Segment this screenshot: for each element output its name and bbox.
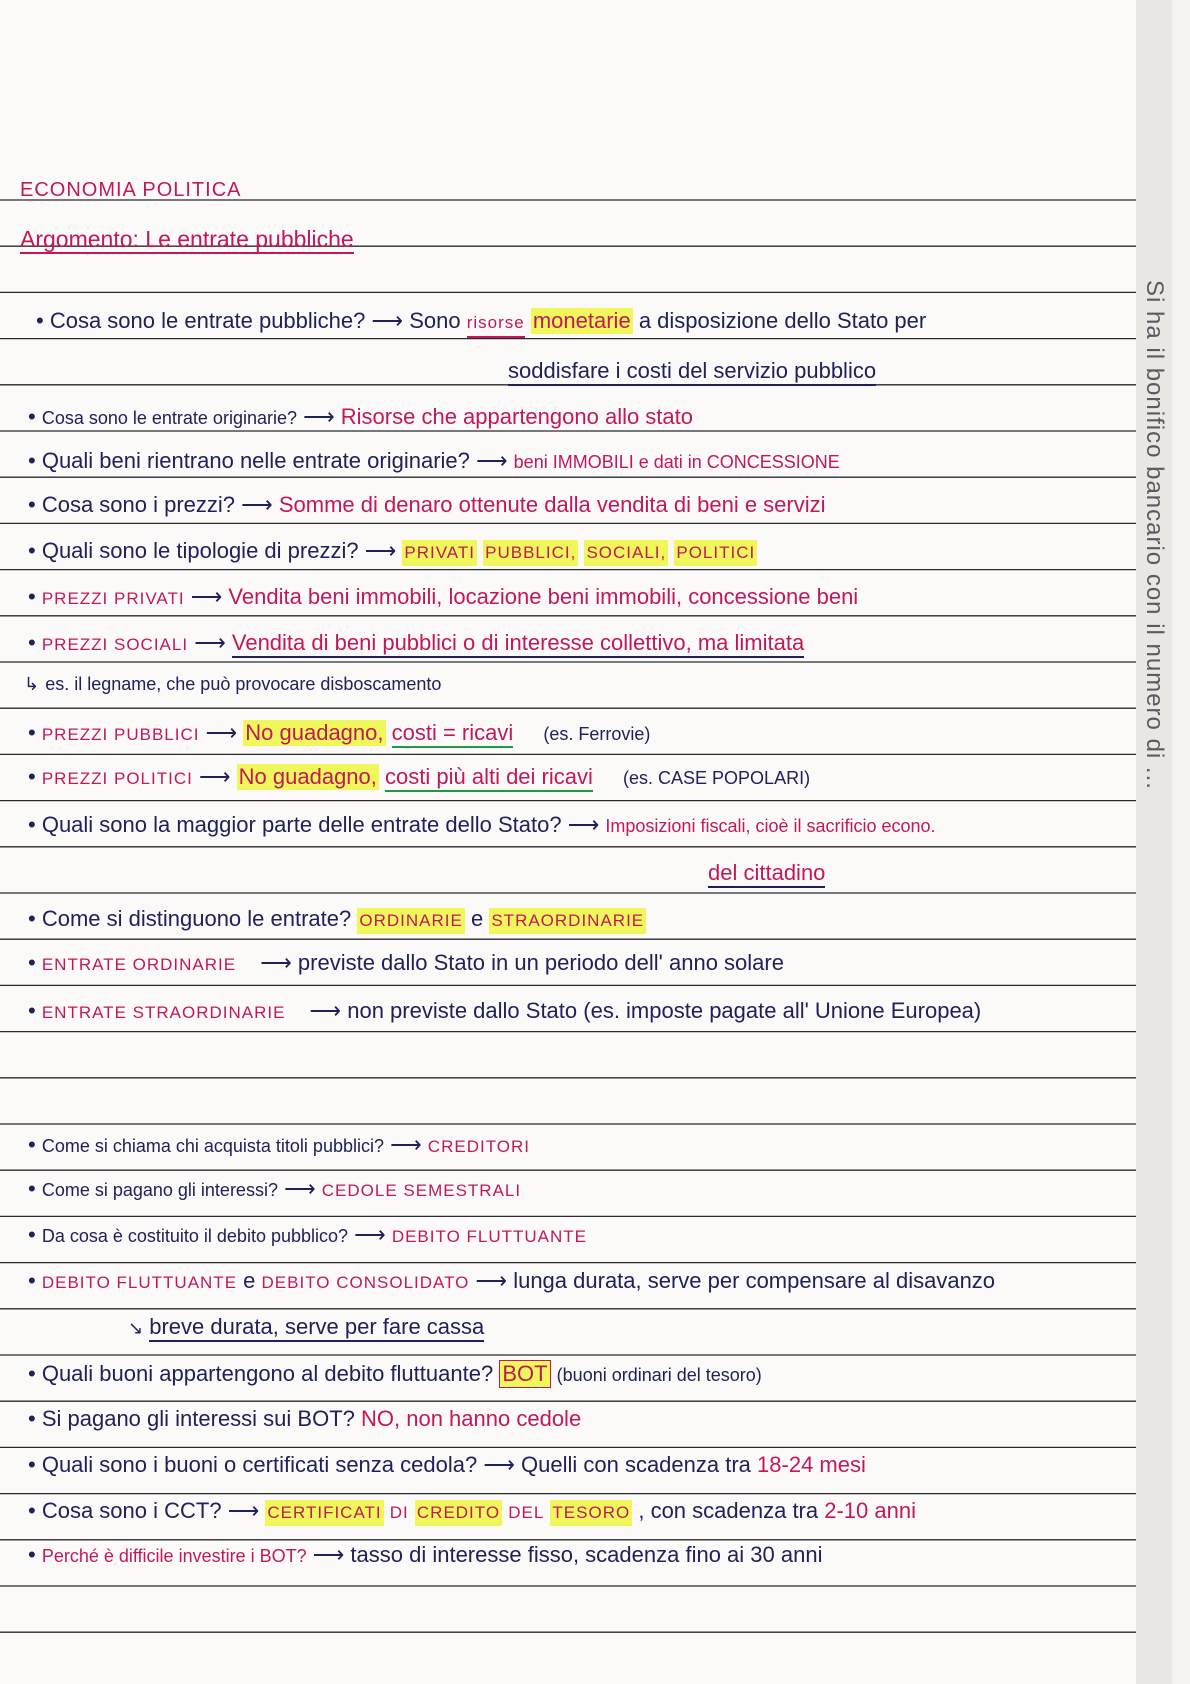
arrow-icon: ⟶ bbox=[476, 448, 508, 473]
qa-row-6: • Quali sono la maggior parte delle entrate dello Stato? ⟶ Imposizioni fiscali, cioè il sacrificio econo. bbox=[28, 812, 936, 837]
definition: costi = ricavi bbox=[392, 720, 514, 748]
arrow-icon: ⟶ bbox=[198, 764, 231, 789]
question: Si pagano gli interessi sui BOT? bbox=[41, 1406, 355, 1431]
def-row-social: • PREZZI SOCIALI ⟶ Vendita di beni pubblici o di interesse collettivo, ma limitata bbox=[28, 630, 804, 658]
bullet: • bbox=[36, 308, 44, 333]
answer-keyword: DEL bbox=[508, 1503, 545, 1522]
arrow-icon: ⟶ bbox=[194, 630, 226, 655]
note: es. il legname, che può provocare disboscamento bbox=[45, 674, 442, 694]
revenue-type: ORDINARIE bbox=[357, 908, 464, 934]
qa-row-14: • Cosa sono i CCT? ⟶ CERTIFICATI DI CREDITO DEL TESORO , con scadenza tra 2-10 anni bbox=[28, 1498, 916, 1526]
arrow-icon: ⟶ bbox=[390, 1132, 422, 1157]
arrow-icon: ⟶ bbox=[475, 1268, 508, 1293]
answer-keyword: DI bbox=[389, 1503, 409, 1522]
notebook-binding-edge bbox=[1136, 0, 1172, 1684]
conjunction: e bbox=[470, 906, 484, 931]
question: Perché è difficile investire i BOT? bbox=[41, 1546, 307, 1566]
def-row-public: • PREZZI PUBBLICI ⟶ No guadagno, costi = ricavi (es. Ferrovie) bbox=[28, 720, 650, 748]
answer-part: 2-10 anni bbox=[824, 1498, 916, 1523]
def-row-debt: • DEBITO FLUTTUANTE e DEBITO CONSOLIDATO ⟶ lunga durata, serve per compensare al disavanzo bbox=[28, 1268, 995, 1296]
arrow-icon: ⟶ bbox=[241, 492, 273, 517]
topic-heading bbox=[20, 226, 354, 254]
answer-part: a disposizione dello Stato per bbox=[638, 308, 927, 333]
qa-row-2: • Cosa sono le entrate originarie? ⟶ Risorse che appartengono allo stato bbox=[28, 404, 694, 429]
definition-label: PREZZI POLITICI bbox=[41, 769, 193, 788]
arrow-icon: ⟶ bbox=[190, 584, 223, 609]
question: Cosa sono i CCT? bbox=[41, 1498, 222, 1523]
def-row-private: • PREZZI PRIVATI ⟶ Vendita beni immobili, locazione beni immobili, concessione beni bbox=[28, 584, 858, 612]
qa-row-6-cont bbox=[708, 860, 825, 888]
subject-heading bbox=[20, 176, 241, 203]
price-type: PUBBLICI, bbox=[483, 540, 578, 566]
definition: lunga durata, serve per compensare al disavanzo bbox=[513, 1268, 996, 1293]
answer-continuation: soddisfare i costi del servizio pubblico bbox=[508, 358, 876, 386]
definition-label: DEBITO FLUTTUANTE bbox=[41, 1273, 238, 1292]
arrow-icon: ⟶ bbox=[303, 404, 335, 429]
answer: tasso di interesse fisso, scadenza fino ai 30 anni bbox=[350, 1542, 823, 1567]
question: Cosa sono le entrate pubbliche? bbox=[49, 308, 366, 333]
conjunction: e bbox=[243, 1268, 256, 1293]
qa-row-4: • Cosa sono i prezzi? ⟶ Somme di denaro ottenute dalla vendita di beni e servizi bbox=[28, 492, 826, 517]
answer-keyword: CREDITO bbox=[415, 1500, 502, 1526]
definition-highlighted: No guadagno, bbox=[245, 720, 384, 745]
arrow-icon: ⟶ bbox=[284, 1176, 316, 1201]
qa-row-15: • Perché è difficile investire i BOT? ⟶ tasso di interesse fisso, scadenza fino ai 30 anni bbox=[28, 1542, 823, 1567]
topic-title: Argomento: Le entrate pubbliche bbox=[20, 226, 354, 252]
definition-label: ENTRATE ORDINARIE bbox=[41, 955, 237, 974]
qa-row-3: • Quali beni rientrano nelle entrate originarie? ⟶ beni IMMOBILI e dati in CONCESSIONE bbox=[28, 448, 840, 473]
qa-row-11: • Quali buoni appartengono al debito fluttuante? BOT (buoni ordinari del tesoro) bbox=[28, 1361, 762, 1386]
price-type: SOCIALI, bbox=[584, 540, 668, 566]
price-type: POLITICI bbox=[674, 540, 757, 566]
answer: DEBITO FLUTTUANTE bbox=[391, 1227, 588, 1246]
answer-note: (buoni ordinari del tesoro) bbox=[556, 1365, 762, 1385]
question: Come si pagano gli interessi? bbox=[41, 1180, 278, 1200]
subject-title: ECONOMIA POLITICA bbox=[20, 179, 242, 201]
answer-part: di denaro ottenute dalla vendita di beni e servizi bbox=[360, 492, 826, 517]
answer-part: Sono bbox=[409, 308, 461, 333]
qa-row-13: • Quali sono i buoni o certificati senza cedola? ⟶ Quelli con scadenza tra 18-24 mesi bbox=[28, 1452, 866, 1477]
definition: breve durata, serve per fare cassa bbox=[149, 1314, 484, 1342]
answer: CREDITORI bbox=[427, 1137, 530, 1156]
definition-label: ENTRATE STRAORDINARIE bbox=[41, 1003, 286, 1022]
revenue-type: STRAORDINARIE bbox=[489, 908, 646, 934]
answer: CEDOLE SEMESTRALI bbox=[321, 1181, 522, 1200]
question: Quali buoni appartengono al debito fluttuante? bbox=[41, 1361, 494, 1386]
answer-part: , con scadenza tra bbox=[638, 1498, 819, 1523]
hook-arrow-icon: ↘ bbox=[128, 1318, 144, 1338]
definition-label: PREZZI PUBBLICI bbox=[41, 725, 200, 744]
definition: previste dallo Stato in un periodo dell' anno solare bbox=[297, 950, 784, 975]
qa-row-9: • Come si pagano gli interessi? ⟶ CEDOLE SEMESTRALI bbox=[28, 1176, 521, 1204]
def-row-political: • PREZZI POLITICI ⟶ No guadagno, costi più alti dei ricavi (es. CASE POPOLARI) bbox=[28, 764, 810, 792]
qa-row-7: • Come si distinguono le entrate? ORDINARIE e STRAORDINARIE bbox=[28, 906, 646, 934]
example: (es. CASE POPOLARI) bbox=[623, 768, 811, 788]
answer-keyword-highlighted: monetarie bbox=[532, 308, 631, 333]
qa-row-5: • Quali sono le tipologie di prezzi? ⟶ PRIVATI PUBBLICI, SOCIALI, POLITICI bbox=[28, 538, 757, 566]
arrow-icon: ⟶ bbox=[260, 950, 292, 975]
answer-part: 18-24 mesi bbox=[757, 1452, 866, 1477]
answer-continuation: del cittadino bbox=[708, 860, 825, 888]
arrow-icon: ⟶ bbox=[354, 1222, 386, 1247]
arrow-icon: ⟶ bbox=[483, 1452, 515, 1477]
question: Cosa sono le entrate originarie? bbox=[41, 408, 297, 428]
def-row-ordinary: • ENTRATE ORDINARIE ⟶ previste dallo Stato in un periodo dell' anno solare bbox=[28, 950, 784, 978]
definition-label: PREZZI PRIVATI bbox=[41, 589, 185, 608]
question: Come si distinguono le entrate? bbox=[41, 906, 352, 931]
hook-arrow-icon: ↳ bbox=[24, 674, 40, 694]
arrow-icon: ⟶ bbox=[312, 1542, 345, 1567]
definition: Vendita beni immobili, locazione beni immobili, concessione beni bbox=[228, 584, 859, 609]
price-type: PRIVATI bbox=[402, 540, 477, 566]
qa-row-12: • Si pagano gli interessi sui BOT? NO, non hanno cedole bbox=[28, 1406, 582, 1431]
binding-text: Si ha il bonifico bancario con il numero di ... bbox=[1141, 280, 1168, 790]
definition-highlighted: No guadagno, bbox=[238, 764, 377, 789]
example: (es. Ferrovie) bbox=[543, 724, 651, 744]
qa-row-8: • Come si chiama chi acquista titoli pubblici? ⟶ CREDITORI bbox=[28, 1132, 530, 1160]
question: Cosa sono i prezzi? bbox=[41, 492, 236, 517]
arrow-icon: ⟶ bbox=[567, 812, 600, 837]
answer-boxed: BOT bbox=[499, 1360, 550, 1388]
definition: costi più alti dei ricavi bbox=[385, 764, 593, 792]
arrow-icon: ⟶ bbox=[227, 1498, 260, 1523]
definition-label: PREZZI SOCIALI bbox=[41, 635, 189, 654]
question: Quali sono la maggior parte delle entrate dello Stato? bbox=[41, 812, 562, 837]
definition-label: DEBITO CONSOLIDATO bbox=[261, 1273, 470, 1292]
answer: NO, non hanno cedole bbox=[361, 1406, 582, 1431]
answer-keyword: risorse bbox=[467, 310, 525, 338]
answer-part: Quelli con scadenza tra bbox=[521, 1452, 751, 1477]
arrow-icon: ⟶ bbox=[205, 720, 238, 745]
arrow-icon: ⟶ bbox=[309, 998, 342, 1023]
question: Quali sono i buoni o certificati senza cedola? bbox=[41, 1452, 478, 1477]
question: Quali sono le tipologie di prezzi? bbox=[41, 538, 359, 563]
def-row-debt-cont bbox=[128, 1314, 484, 1342]
definition: Vendita di beni pubblici o di interesse collettivo, ma limitata bbox=[232, 630, 804, 658]
question: Come si chiama chi acquista titoli pubblici? bbox=[41, 1136, 384, 1156]
definition: non previste dallo Stato (es. imposte pagate all' Unione Europea) bbox=[347, 998, 982, 1023]
qa-row-10: • Da cosa è costituito il debito pubblico? ⟶ DEBITO FLUTTUANTE bbox=[28, 1222, 587, 1250]
question: Da cosa è costituito il debito pubblico? bbox=[41, 1226, 349, 1246]
qa-row-1-cont bbox=[508, 358, 876, 386]
note-row bbox=[24, 670, 441, 697]
question: Quali beni rientrano nelle entrate originarie? bbox=[41, 448, 470, 473]
answer-keyword: TESORO bbox=[550, 1500, 632, 1526]
arrow-icon: ⟶ bbox=[364, 538, 397, 563]
answer: Imposizioni fiscali, cioè il sacrificio econo. bbox=[605, 816, 936, 836]
def-row-extraordinary: • ENTRATE STRAORDINARIE ⟶ non previste dallo Stato (es. imposte pagate all' Unione Europea) bbox=[28, 998, 981, 1026]
answer: beni IMMOBILI e dati in CONCESSIONE bbox=[513, 452, 840, 472]
arrow-icon: ⟶ bbox=[371, 308, 404, 333]
answer-keyword: CERTIFICATI bbox=[265, 1500, 383, 1526]
answer: Risorse che appartengono allo stato bbox=[340, 404, 694, 429]
answer-part: Somme bbox=[278, 492, 355, 517]
qa-row-1 bbox=[36, 308, 926, 338]
